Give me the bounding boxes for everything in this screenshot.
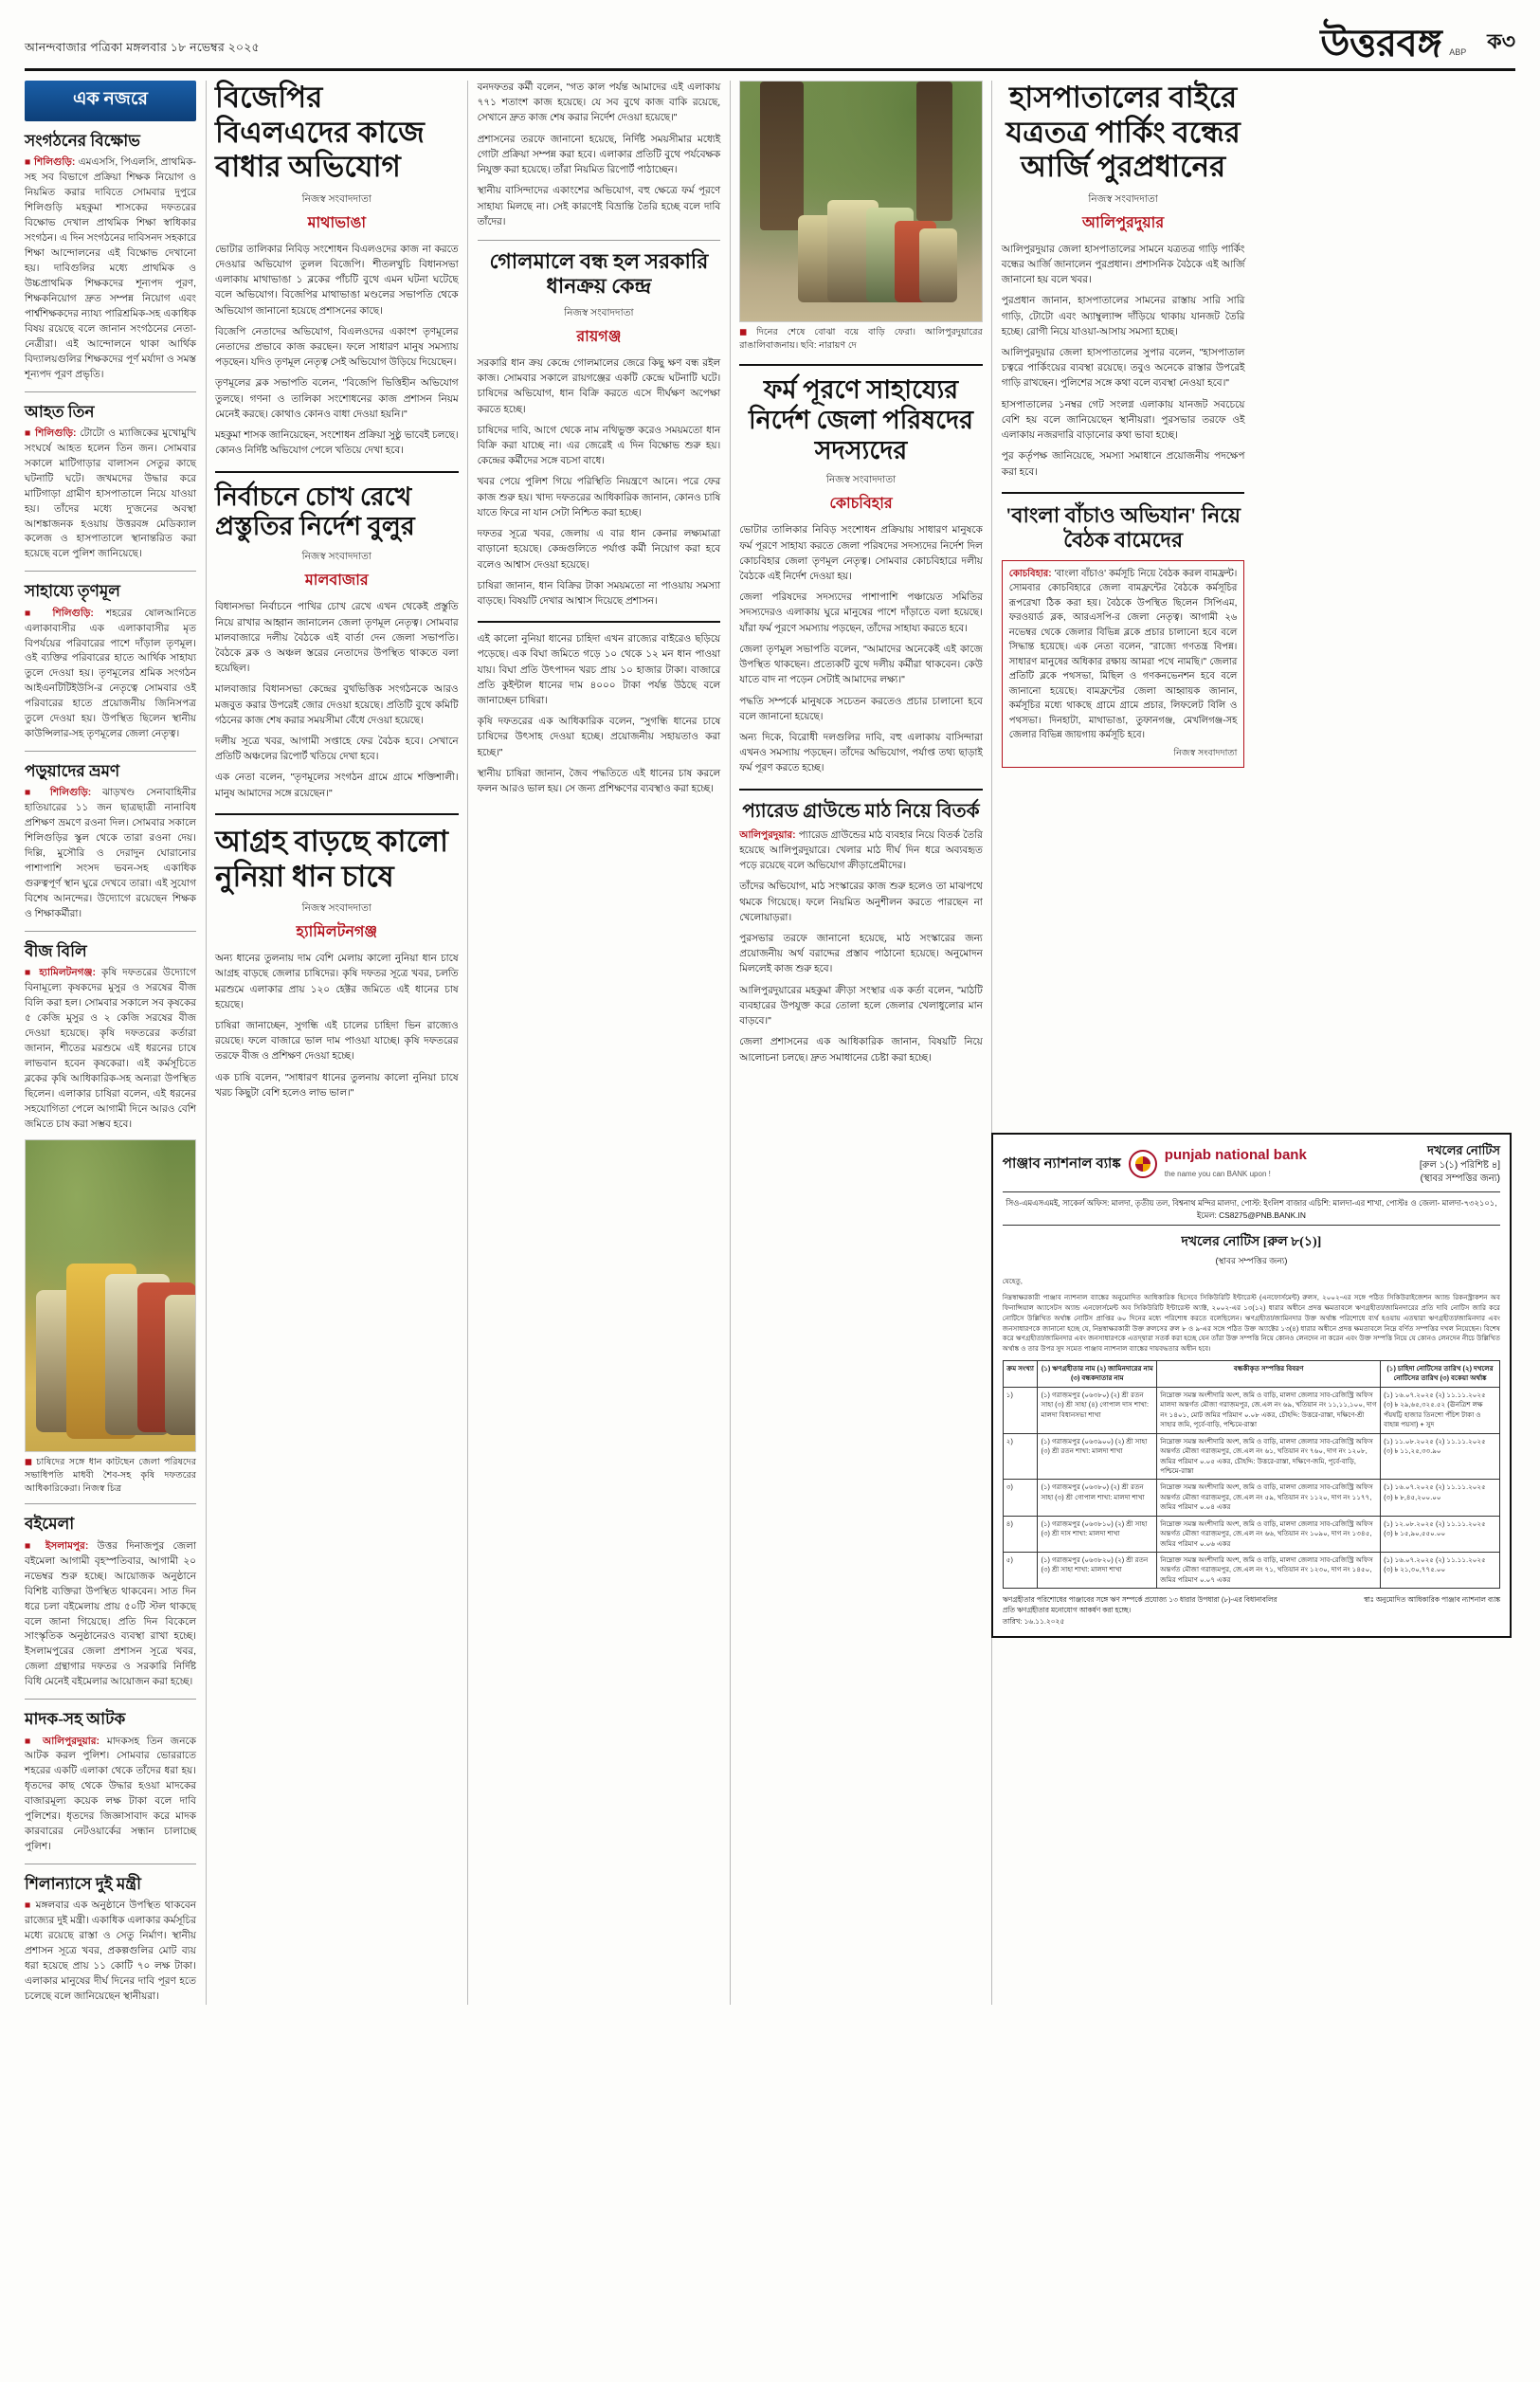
caption-marker: ◼ bbox=[739, 327, 748, 337]
table-body bbox=[1003, 1387, 1499, 1588]
th-names: (১) ঋণগ্রহীতার নাম (২) জামিনদারের নাম (৩) বন্ধকদাতার নাম bbox=[1038, 1361, 1157, 1388]
masthead bbox=[25, 22, 1515, 71]
sidebar-photo bbox=[25, 1139, 196, 1452]
sidebar-item-body: ■ হ্যামিলটনগঞ্জ: কৃষি দফতরের উদ্যোগে বিনামূল্যে কৃষকদের মুসুর ও সরষের বীজ বিলি করা হল। সোমবার সকালে সব কৃষকের ৫ কেজি মুসুর ও ২ কেজি সরষের বীজ দেওয়া হয়েছে। কৃষি দফতরের কর্তারা জানান, শীতের মরশুমে এই ধরনের চাষে লাভবান হবেন কৃষকেরা। এই কর্মসূচিতে ব্লকের কৃষি আধিকারিক-সহ অন্যরা উপস্থিত ছিলেন। এলাকার চাষিরা বলেন, এই ধরনের সহযোগিতা পেলে আগামী দিনে আরও বেশি জমিতে চাষ করা সম্ভব হবে। bbox=[25, 967, 197, 1130]
page-number: ক৩ bbox=[1487, 29, 1515, 53]
th-dates: (১) চাহিদা নোটিসের তারিখ (২) দখলের নোটিসের তারিখ (৩) বকেয়া অর্থাঙ্ক bbox=[1381, 1361, 1500, 1388]
photo-figure bbox=[919, 228, 957, 302]
pnb-logo bbox=[1003, 1147, 1307, 1181]
article-body-hospital: আলিপুরদুয়ার জেলা হাসপাতালের সামনে যত্রতত্র গাড়ি পার্কিং বন্ধের আর্জি জানালেন পুরপ্রধান। প্রশাসনিক বৈঠকে এই আর্জি জানানো হয় বলে খবর। পুরপ্রধান জানান, হাসপাতালের সামনের রাস্তায় সারি সারি গাড়ি, টোটো এবং অ্যাম্বুল্যান্স দাঁড়িয়ে থাকায় যানজট তৈরি হচ্ছে। রোগী নিয়ে যাওয়া-আসায় সমস্যা হচ্ছে। আলিপুরদুয়ার জেলা হাসপাতালের সুপার বলেন, "হাসপাতাল চত্বরে পার্কিংয়ের ব্যবস্থা রয়েছে। তবুও অনেকে রাস্তার উপরেই গাড়ি রাখছেন। পুলিশের সঙ্গে কথা বলে ব্যবস্থা নেওয়া হবে।" হাসপাতালের ১নম্বর গেট সংলগ্ন এলাকায় যানজট সবচেয়ে বেশি হয় বলে জানিয়েছেন স্থানীয়রা। পুরসভার তরফে ওই এলাকায় নজরদারি বাড়ানোর কথা ভাবা হচ্ছে। পুর কর্তৃপক্ষ জানিয়েছে, সমস্যা সমাধানে প্রয়োজনীয় পদক্ষেপ করা হবে। bbox=[1001, 244, 1245, 478]
sidebar-item-3 bbox=[25, 761, 196, 922]
byline: নিজস্ব সংবাদদাতা bbox=[825, 474, 897, 486]
advertisement-pnb bbox=[991, 1133, 1512, 1638]
sidebar-item-7 bbox=[25, 1874, 196, 2005]
sidebar-item-body: ■ শিলিগুড়ি: ঝাড়খণ্ড সেনাবাহিনীর হাতিয়ারের ১১ জন ছাত্রছাত্রী নানাবিধ প্রশিক্ষণ ভ্রমণে রওনা দিল। সোমবার সকালে শিলিগুড়ির স্কুল থেকে তারা রওনা দেয়। দিল্লি, মুসৌরি ও দেরাদুন ঘোরানোর পাশাপাশি সংসদ ভবন-সহ একাধিক গুরুত্বপূর্ণ স্থান ঘুরে দেখবে তারা। এই সুযোগ বিশেষ আনন্দের। উদ্যোগে রয়েছেন শিক্ষক ও শিক্ষাকর্মীরা। bbox=[25, 787, 197, 920]
sidebar-item-title: আহত তিন bbox=[25, 402, 95, 421]
divider bbox=[25, 931, 196, 932]
bullet-icon: ■ bbox=[25, 787, 40, 799]
cell-names: (১) গরাজ়মপুর (০৬৩৯০০) (২) শ্রী সাহা (৩) শ্রী রতন শাখা: মালদা শাখা bbox=[1038, 1433, 1157, 1480]
article-body-nirbachan: বিধানসভা নির্বাচনে পাখির চোখ রেখে এখন থেকেই প্রস্তুতি নিয়ে রাখার আহ্বান জানালেন জেলা তৃণমূল নেতৃত্ব। সোমবার মালবাজারে দলীয় বৈঠকে এই বার্তা দেন জেলা সভাপতি। বৈঠকে ব্লক ও অঞ্চল স্তরের নেতাদের উপস্থিত থাকতে বলা হয়েছিল। মালবাজার বিধানসভা কেন্দ্রের বুথভিত্তিক সংগঠনকে আরও মজবুত করার উপরেই জোর দেওয়া হয়েছে। প্রতিটি বুথে কমিটি গঠনের কাজ শেষ করার সময়সীমা বেঁধে দেওয়া হয়েছে। দলীয় সূত্রে খবর, আগামী সপ্তাহে ফের বৈঠক হবে। সেখানে প্রতিটি অঞ্চলের রিপোর্ট খতিয়ে দেখা হবে। এক নেতা বলেন, "তৃণমূলের সংগঠন গ্রামে গ্রামে শক্তিশালী। মানুষ আমাদের সঙ্গে রয়েছেন।" bbox=[215, 602, 459, 799]
headline-kalonunia: আগ্রহ বাড়ছে কালো নুনিয়া ধান চাষে bbox=[215, 824, 449, 893]
bullet-icon: ■ bbox=[25, 156, 31, 169]
divider bbox=[215, 471, 459, 473]
ad-footer bbox=[1003, 1594, 1500, 1626]
notice-sub2: (স্থাবর সম্পত্তির জন্য) bbox=[1420, 1173, 1500, 1185]
photo-figure bbox=[165, 1295, 196, 1435]
headline-bjp: বিজেপির বিএলএদের কাজে বাধার অভিযোগ bbox=[215, 81, 425, 184]
sidebar-item-6 bbox=[25, 1709, 196, 1855]
article-body-bjp-cont: বনদফতর কর্মী বলেন, "গত কাল পর্যন্ত আমাদের এই এলাকায় ৭৭১ শতাংশ কাজ হয়েছে। যে সব বুথে কাজ বাকি রয়েছে, সেখানে দ্রুত কাজ শেষ করার নির্দেশ দেওয়া হয়েছে।" প্রশাসনের তরফে জানানো হয়েছে, নির্দিষ্ট সময়সীমার মধ্যেই গোটা প্রক্রিয়া সম্পন্ন করা হবে। এলাকার প্রতিটি বুথে পর্যবেক্ষক নিযুক্ত করা হয়েছে। তাঁরা নিয়মিত রিপোর্ট পাঠাচ্ছেন। স্থানীয় বাসিন্দাদের একাংশের অভিযোগ, বহু ক্ষেত্রে ফর্ম পূরণে সাহায্য মিলছে না। সেই কারণেই বিভ্রান্তি তৈরি হচ্ছে বলে দাবি তাঁদের। bbox=[477, 82, 721, 227]
sidebar-item-body: ■ আলিপুরদুয়ার: মাদকসহ তিন জনকে আটক করল পুলিশ। সোমবার ভোররাতে শহরের একটি এলাকা থেকে তাঁদের ধরা হয়। ধৃতদের কাছ থেকে উদ্ধার হওয়া মাদকের বাজারমূল্য কয়েক লক্ষ টাকা বলে দাবি পুলিশের। ধৃতদের জিজ্ঞাসাবাদ করে মাদক কারবারের নেটওয়ার্কের সন্ধান চালাচ্ছে পুলিশ। bbox=[25, 1735, 197, 1853]
ad-paragraph: নিম্নস্বাক্ষরকারী পাঞ্জাব ন্যাশনাল ব্যাঙ্কের অনুমোদিত আধিকারিক হিসেবে সিকিউরিটি ইন্টারেস্ট (এনফোর্সমেন্ট) রুলস, ২০০২-এর সঙ্গে পঠিত সিকিউরাইজেশন অ্যান্ড রিকনস্ট্রাকশন অব ফিনান্সিয়াল অ্যাসেটস অ্যান্ড এনফোর্সমেন্ট অব সিকিউরিটি ইন্টারেস্ট অ্যাক্ট, ২০০২-এর ১৩(১২) ধারার অধীনে প্রদত্ত ক্ষমতাবলে ঋণগ্রহীতা/জামিনদারের প্রতি দাবি নোটিস জারি করে নোটিসে উল্লিখিত অর্থাঙ্ক নোটিস প্রাপ্তির ৬০ দিনের মধ্যে পরিশোধ করতে বলেছিলেন। ঋণগ্রহীতা/জামিনদার উক্ত অর্থাঙ্ক পরিশোধে ব্যর্থ হওয়ায় এতদ্বারা ঋণগ্রহীতা/জামিনদার এবং জনসাধারণকে জানানো হচ্ছে যে, নিম্নস্বাক্ষরকারী উক্ত রুলসের রুল ৮ ও ৯-এর সঙ্গে পঠিত উক্ত অ্যাক্টের ১৩(৪) ধারার অধীনে প্রদত্ত ক্ষমতাবলে নিম্নে বর্ণিত সম্পত্তির দখল নিয়েছেন। বিশেষ করে ঋণগ্রহীতা/জামিনদার এবং জনসাধারণকে এতদ্দ্বারা সতর্ক করা হচ্ছে যেন তাঁরা উক্ত সম্পত্তি নিয়ে কোনও লেনদেন না করেন এবং উক্ত সম্পত্তি নিয়ে যে কোনও লেনদেন নীচে উল্লিখিত অর্থাঙ্ক ও তার উপর সুদ সমেত পাঞ্জাব ন্যাশনাল ব্যাঙ্কের দায়বদ্ধতার অধীন হবে। bbox=[1002, 1293, 1500, 1354]
table-row bbox=[1003, 1516, 1499, 1552]
article-body-kalonunia-cont: এই কালো নুনিয়া ধানের চাহিদা এখন রাজ্যের বাইরেও ছড়িয়ে পড়েছে। এক বিঘা জমিতে গড়ে ১০ থেকে ১২ মন ধান পাওয়া যায়। বিঘা প্রতি উৎপাদন খরচ প্রায় ১০ হাজার টাকা। বাজারে প্রতি কুইন্টাল ধানের দাম ৪০০০ টাকা পর্যন্ত উঠছে বলে জানাচ্ছেন চাষিরা। কৃষি দফতরের এক আধিকারিক বলেন, "সুগন্ধি ধানের চাষে চাষিদের উৎসাহ দেওয়া হচ্ছে। প্রয়োজনীয় সহায়তাও করা হচ্ছে।" স্থানীয় চাষিরা জানান, জৈব পদ্ধতিতে এই ধানের চাষ করলে ফলন আরও ভাল হয়। সে জন্য প্রশিক্ষণের ব্যবস্থাও করা হচ্ছে। bbox=[477, 634, 721, 795]
cell-sl: ৩) bbox=[1003, 1480, 1038, 1516]
table-row bbox=[1003, 1480, 1499, 1516]
divider bbox=[25, 751, 196, 752]
sidebar-item-title: সাহায্যে তৃণমূল bbox=[25, 582, 120, 601]
divider bbox=[1002, 492, 1245, 494]
cell-property: নিম্নোক্ত সমস্ত অংশীদারি অংশ, জমি ও বাড়ি, মালদা জেলার সাব-রেজিস্ট্রি অফিস মালদা অন্তর্গত মৌজা গরাজ়মপুর, জে.এল নং ৬৯, খতিয়ান নং ১১,১১,১০০, দাগ নং ১৪০১, মোট জমির পরিমাণ ০.০৮ একর, চৌহদ্দি: উত্তরে-রাস্তা, দক্ষিণে-শ্রী সাহার জমি, পূর্বে-বাড়ি, পশ্চিমে-রাস্তা bbox=[1157, 1387, 1381, 1433]
sidebar-item-title: সংগঠনের বিক্ষোভ bbox=[25, 132, 140, 150]
bank-name-en: punjab national bank bbox=[1164, 1147, 1307, 1164]
byline: নিজস্ব সংবাদদাতা bbox=[301, 192, 371, 205]
bangla-redbox: কোচবিহার: 'বাংলা বাঁচাও' কর্মসূচি নিয়ে বৈঠক করল বামফ্রন্ট। সোমবার কোচবিহারে জেলা বামফ্রন্টের বৈঠকে কর্মসূচির রূপরেখা ঠিক করা হয়। বৈঠকে উপস্থিত ছিলেন সিপিএম, ফরওয়ার্ড ব্লক, আরএসপি-র জেলা নেতৃত্ব। আগামী ২৬ নভেম্বর থেকে জেলার বিভিন্ন ব্লকে প্রচার চালানো হবে বলে সিদ্ধান্ত হয়েছে। এক নেতা বলেন, "রাজ্যে গণতন্ত্র বিপন্ন। সাধারণ মানুষের অধিকার রক্ষায় আমরা পথে নামছি।" জেলার প্রতিটি ব্লকে পথসভা, মিছিল ও গণকনভেনশন হবে বলে জানানো হয়েছে। বামফ্রন্টের জেলা আহ্বায়ক জানান, কর্মসূচির মধ্যে থাকছে গ্রামে গ্রামে প্রচার, লিফলেট বিলি ও পথসভা। দিনহাটা, মাথাভাঙা, তুফানগঞ্জ, মেখলিগঞ্জ-সহ জেলার বিভিন্ন জায়গায় কর্মসূচি হবে। নিজস্ব সংবাদদাতা bbox=[1002, 560, 1245, 768]
headline-parade: প্যারেড গ্রাউন্ডে মাঠ নিয়ে বিতর্ক bbox=[742, 800, 980, 822]
ad-footer-note: ঋণগ্রহীতার পরিশোধের পাঞ্জাবের সঙ্গে ঋণ সম্পর্কে প্রযোজ্য ১৩ ধারার উপধারা (৮)-এর বিধানাবলির প্রতি ঋণগ্রহীতার মনোযোগ আকর্ষণ করা হচ্ছে। bbox=[1002, 1595, 1277, 1615]
bank-name-en-wrap bbox=[1165, 1147, 1307, 1181]
bangla-dateline: কোচবিহার: bbox=[1008, 568, 1052, 579]
divider bbox=[739, 789, 983, 791]
masthead-date: আনন্দবাজার পত্রিকা মঙ্গলবার ১৮ নভেম্বর ২০২৫ bbox=[25, 41, 260, 54]
column-2 bbox=[207, 81, 467, 2005]
divider bbox=[478, 240, 721, 241]
bullet-icon: ■ bbox=[25, 607, 41, 619]
bank-tagline: the name you can BANK upon ! bbox=[1164, 1170, 1271, 1179]
page-grid bbox=[25, 81, 1515, 2005]
table-header-row bbox=[1003, 1361, 1499, 1388]
column-5 bbox=[993, 81, 1254, 2005]
table-row bbox=[1003, 1433, 1499, 1480]
byline: নিজস্ব সংবাদদাতা bbox=[301, 551, 371, 563]
article-body-parade: আলিপুরদুয়ার: প্যারেড গ্রাউন্ডের মাঠ ব্যবহার নিয়ে বিতর্ক তৈরি হয়েছে আলিপুরদুয়ারে। খেলার মাঠ দীর্ঘ দিন ধরে অব্যবহৃত পড়ে রয়েছে বলে অভিযোগ ক্রীড়াপ্রেমীদের। তাঁদের অভিযোগ, মাঠ সংস্কারের কাজ শুরু হলেও তা মাঝপথে থমকে গিয়েছে। ফলে নিয়মিত অনুশীলন করতে পারছেন না খেলোয়াড়রা। পুরসভার তরফে জানানো হয়েছে, মাঠ সংস্কারের জন্য প্রয়োজনীয় অর্থ বরাদ্দের প্রস্তাব পাঠানো হয়েছে। অনুমোদন মিললেই কাজ শুরু হবে। আলিপুরদুয়ারের মহকুমা ক্রীড়া সংস্থার এক কর্তা বলেন, "মাঠটি ব্যবহারের উপযুক্ত করে তোলা হলে জেলার খেলাধুলোর মান বাড়বে।" জেলা প্রশাসনের এক আধিকারিক জানান, বিষয়টি নিয়ে আলোচনা চলছে। দ্রুত সমাধানের চেষ্টা করা হচ্ছে। bbox=[739, 829, 983, 1064]
dateline: হ্যামিলটনগঞ্জ bbox=[296, 924, 378, 941]
paper-sub: ABP bbox=[1449, 47, 1467, 57]
byline: নিজস্ব সংবাদদাতা bbox=[301, 902, 371, 915]
divider bbox=[478, 621, 721, 623]
cell-sl: ১) bbox=[1003, 1387, 1038, 1433]
cell-dates: (১) ১১.০৮.২০২৫ (২) ১১.১১.২০২৫ (৩) ৳ ১১,২৫,৩৩.৯০ bbox=[1381, 1433, 1500, 1480]
column-3 bbox=[469, 81, 730, 2005]
sidebar-item-title: মাদক-সহ আটক bbox=[25, 1710, 126, 1729]
cell-sl: ৪) bbox=[1003, 1516, 1038, 1552]
table-row bbox=[1003, 1387, 1499, 1433]
cell-property: নিম্নোক্ত সমস্ত অংশীদারি অংশ, জমি ও বাড়ি, মালদা জেলার সাব-রেজিস্ট্রি অফিস অন্তর্গত মৌজা গরাজ়মপুর, জে.এল নং ৫৯, খতিয়ান নং ১১২০, দাগ নং ১১৭৭, জমির পরিমাণ ০.০৪ একর bbox=[1157, 1480, 1381, 1516]
bangla-endmark: নিজস্ব সংবাদদাতা bbox=[1173, 747, 1238, 758]
bank-name-bn: পাঞ্জাব ন্যাশনাল ব্যাঙ্ক bbox=[1002, 1155, 1121, 1172]
bullet-icon: ■ bbox=[25, 1539, 37, 1552]
masthead-brand bbox=[1320, 22, 1515, 64]
column-4 bbox=[731, 81, 991, 2005]
sidebar-header: এক নজরে bbox=[25, 81, 196, 121]
sidebar-item-title: বীজ বিলি bbox=[25, 942, 87, 961]
cell-names: (১) গরাজ়মপুর (০৬৩৮২০) (২) শ্রী রতন (৩) শ্রী সাহা শাখা: মালদা শাখা bbox=[1038, 1553, 1157, 1589]
ad-footer-date: তারিখ: ১৬.১১.২০২৫ bbox=[1002, 1616, 1065, 1626]
sidebar-item-1 bbox=[25, 402, 196, 563]
divider bbox=[215, 813, 459, 815]
cell-sl: ৫) bbox=[1003, 1553, 1038, 1589]
top-photo bbox=[739, 81, 983, 322]
dateline: আলিপুরদুয়ার bbox=[1082, 214, 1165, 231]
byline: নিজস্ব সংবাদদাতা bbox=[1088, 192, 1158, 205]
dateline: মাথাভাঙা bbox=[307, 214, 367, 231]
cell-property: নিম্নোক্ত সমস্ত অংশীদারি অংশ, জমি ও বাড়ি, মালদা জেলার সাব-রেজিস্ট্রি অফিস অন্তর্গত মৌজা গরাজ়মপুর, জে.এল নং ৭১, খতিয়ান নং ১২৩০, দাগ নং ১৪৫০, জমির পরিমাণ ০.০৭ একর bbox=[1157, 1553, 1381, 1589]
article-body-form: ভোটার তালিকার নিবিড় সংশোধন প্রক্রিয়ায় সাধারণ মানুষকে ফর্ম পূরণে সাহায্য করতে জেলা পরিষদের সদস্যদের নির্দেশ দিল কোচবিহার জেলা তৃণমূল নেতৃত্ব। সোমবার কোচবিহারে দলীয় বৈঠকে এই নির্দেশ দেওয়া হয়। জেলা পরিষদের সদস্যদের পাশাপাশি পঞ্চায়েত সমিতির সদস্যদেরও এলাকায় ঘুরে মানুষের পাশে দাঁড়াতে বলা হয়েছে। যাঁরা ফর্ম পূরণে সমস্যায় পড়ছেন, তাঁদের সাহায্য করতে হবে। জেলা তৃণমূল সভাপতি বলেন, "আমাদের অনেকেই এই কাজে উপস্থিত থাকছেন। প্রত্যেকটি বুথে দলীয় কর্মীরা থাকবেন। কেউ যাতে বাদ না পড়েন সেটাই আমাদের লক্ষ্য।" পদ্ধতি সম্পর্কে মানুষকে সচেতন করতেও প্রচার চালানো হবে বলে জানানো হয়েছে। অন্য দিকে, বিরোধী দলগুলির দাবি, বহু এলাকায় বাসিন্দারা এখনও সমস্যায় পড়ছেন। তাঁদের অভিযোগ, পর্যাপ্ত তথ্য ছাড়াই ফর্ম পূরণ করতে হচ্ছে। bbox=[739, 525, 983, 774]
dateline: রায়গঞ্জ bbox=[576, 328, 622, 345]
bullet-icon: ■ bbox=[25, 967, 34, 979]
parade-dateline: আলিপুরদুয়ার: bbox=[739, 829, 796, 841]
sidebar-photo-caption: ◼ চাষিদের সঙ্গে ধান কাটছেন জেলা পরিষদের সভাধিপতি মাধবী শৈব-সহ কৃষি দফতরের আধিকারিকেরা। নিজস্ব চিত্র bbox=[25, 1456, 196, 1494]
bullet-icon: ■ bbox=[25, 1900, 32, 1912]
sidebar-item-2 bbox=[25, 581, 196, 742]
cell-names: (১) গরাজ়মপুর (০৬৩৮০) (২) শ্রী রতন সাহা (৩) শ্রী সাহা (৪) গোপাল দাস শাখা: মালদা বিধানসভা শাখা bbox=[1038, 1387, 1157, 1433]
ad-property-table bbox=[1003, 1360, 1500, 1589]
article-body-kalonunia: অন্য ধানের তুলনায় দাম বেশি মেলায় কালো নুনিয়া ধান চাষে আগ্রহ বাড়ছে জেলার চাষিদের। কৃষি দফতর সূত্রে খবর, চলতি মরশুমে এলাকার প্রায় ১২০ হেক্টর জমিতে এই ধানের চাষ হয়েছে। চাষিরা জানাচ্ছেন, সুগন্ধি এই চালের চাহিদা ভিন রাজ্যেও রয়েছে। ফলে বাজারে ভাল দাম পাওয়া যাচ্ছে। কৃষি দফতরের তরফে বীজ ও প্রশিক্ষণ দেওয়া হচ্ছে। এক চাষি বলেন, "সাধারণ ধানের তুলনায় কালো নুনিয়া চাষে খরচ কিছুটা বেশি হলেও লাভ ভাল।" bbox=[215, 954, 459, 1099]
cell-dates: (১) ১৬.০৭.২০২৫ (২) ১১.১১.২০২৫ (৩) ৳ ২১,৩০,৭৭৫.০০ bbox=[1381, 1553, 1500, 1589]
table-head bbox=[1003, 1361, 1499, 1388]
ad-title: দখলের নোটিস [রুল ৮(১)] bbox=[1181, 1235, 1322, 1250]
ad-address: সিও-এমএসএমই, সাকের্ল অফিস: মালদা, তৃতীয় তল, বিশ্বনাথ মন্দির মালদা, পোস্ট: ইংলিশ বাজার এচিশি: মালদা-এর শাখা, পোস্টঃ ও জেলা- মালদা-৭৩২১০১, ইমেল: CS8275@PNB.BANK.IN bbox=[1003, 1192, 1500, 1226]
cell-dates: (১) ১৬.০৭.২০২৫ (২) ১১.১১.২০২৫ (৩) ৳ ৮,৪৫,২০০.০০ bbox=[1381, 1480, 1500, 1516]
divider bbox=[739, 364, 983, 366]
ad-footer-right: স্বাঃ অনুমোদিত আধিকারিক পাঞ্জাব ন্যাশনাল ব্যাঙ্ক bbox=[1364, 1595, 1500, 1605]
notice-sub1: [রুল ১(১) পরিশিষ্ট ৪] bbox=[1419, 1160, 1500, 1172]
sidebar-item-5 bbox=[25, 1514, 196, 1690]
byline: নিজস্ব সংবাদদাতা bbox=[564, 306, 634, 318]
headline-hospital: হাসপাতালের বাইরে যত্রতত্র পার্কিং বন্ধের আর্জি পুরপ্রধানের bbox=[1006, 81, 1241, 184]
divider bbox=[25, 391, 196, 392]
sidebar-item-title: পড়ুয়াদের ভ্রমণ bbox=[25, 762, 120, 781]
sidebar-item-body: ■ ইসলামপুর: উত্তর দিনাজপুর জেলা বইমেলা আগামী বৃহস্পতিবার, আগামী ২০ নভেম্বর শুরু হচ্ছে। আয়োজক অনুষ্ঠানে বিশিষ্ট ব্যক্তিরা উপস্থিত থাকবেন। সাত দিন ধরে চলা বইমেলায় প্রায় ৫০টি স্টল থাকছে বলে জানা গিয়েছে। প্রতি দিন বিকেলে সাংস্কৃতিক অনুষ্ঠানেরও ব্যবস্থা রাখা হচ্ছে। ইসলামপুরের জেলা প্রশাসন সূত্রে খবর, জেলা গ্রন্থাগার দফতর ও সরকারি নির্দিষ্ট বিধি মেনেই বইমেলার আয়োজন করা হচ্ছে। bbox=[25, 1539, 197, 1688]
article-body-dhan: সরকারি ধান ক্রয় কেন্দ্রে গোলমালের জেরে কিছু ক্ষণ বন্ধ রইল কাজ। সোমবার সকালে রায়গঞ্জের একটি কেন্দ্রে ঘটনাটি ঘটে। চাষিদের অভিযোগ, ধান বিক্রি করতে এসে দীর্ঘক্ষণ অপেক্ষা করতে হচ্ছে। চাষিদের দাবি, আগে থেকে নাম নথিভুক্ত করেও সময়মতো ধান বিক্রি করা যাচ্ছে না। এর জেরেই এ দিন বিক্ষোভ শুরু হয়। কেন্দ্রের কর্মীদের সঙ্গে বচসা বাধে। খবর পেয়ে পুলিশ গিয়ে পরিস্থিতি নিয়ন্ত্রণে আনে। পরে ফের কাজ শুরু হয়। খাদ্য দফতরের আধিকারিক জানান, কোনও চাষি যাতে ফিরে না যান সেটা নিশ্চিত করা হচ্ছে। দফতর সূত্রে খবর, জেলায় এ বার ধান কেনার লক্ষ্যমাত্রা বাড়ানো হয়েছে। কেন্দ্রগুলিতে পর্যাপ্ত কর্মী নিয়োগ করা হবে বলেও আশ্বাস দেওয়া হয়েছে। চাষিরা জানান, ধান বিক্রির টাকা সময়মতো না পাওয়ায় সমস্যা বাড়ছে। বিষয়টি দেখার আশ্বাস দিয়েছে প্রশাসন। bbox=[477, 357, 721, 607]
sidebar-item-title: বইমেলা bbox=[25, 1515, 75, 1534]
paper-name: উত্তরবঙ্গ bbox=[1320, 22, 1442, 64]
cell-property: নিম্নোক্ত সমস্ত অংশীদারি অংশ, জমি ও বাড়ি, মালদা জেলার সাব-রেজিস্ট্রি অফিস অন্তর্গত মৌজা গরাজ়মপুর, জে.এল নং ৬৬, খতিয়ান নং ১০৯০, দাগ নং ১৩৪৫, জমির পরিমাণ ০.০৬ একর bbox=[1157, 1516, 1381, 1552]
cell-names: (১) গরাজ়মপুর (০৬৩৮০) (২) শ্রী রতন সাহা (৩) শ্রী গোপাল শাখা: মালদা শাখা bbox=[1038, 1480, 1157, 1516]
divider bbox=[25, 571, 196, 572]
cell-property: নিম্নোক্ত সমস্ত অংশীদারি অংশ, জমি ও বাড়ি, মালদা জেলার সাব-রেজিস্ট্রি অফিস অন্তর্গত মৌজা গরাজ়মপুর, জে.এল নং ৬১, খতিয়ান নং ৭৬০, দাগ নং ১২০৮, জমির পরিমাণ ০.০৫ একর, চৌহদ্দি: উত্তরে-রাস্তা, দক্ষিণে-জমি, পূর্বে-বাড়ি, পশ্চিমে-রাস্তা bbox=[1157, 1433, 1381, 1480]
sidebar-item-0 bbox=[25, 131, 196, 383]
dateline: মালবাজার bbox=[304, 573, 369, 590]
headline-dhan: গোলমালে বন্ধ হল সরকারি ধানক্রয় কেন্দ্র bbox=[489, 248, 709, 298]
divider bbox=[25, 1699, 196, 1700]
top-photo-caption: ◼ দিনের শেষে বোঝা বয়ে বাড়ি ফেরা। আলিপুরদুয়ারের রাঙালিবাজনায়। ছবি: নারায়ণ দে bbox=[739, 327, 983, 351]
bullet-icon: ■ bbox=[25, 427, 32, 439]
th-property: বন্ধকীকৃত সম্পত্তির বিবরণ bbox=[1157, 1361, 1381, 1388]
sidebar-item-body: ■ শিলিগুড়ি: এমএসসি, পিএলসি, প্রাথমিক-সহ সব বিভাগে প্রক্রিয়া শিক্ষক নিয়োগ ও নিয়মিত করার দাবিতে সোমবার দুপুরে শিলিগুড়ি মহকুমা শাসকের দফতরের বিক্ষোভ দেখাল প্রাথমিক শিক্ষা স্বাধিকার সংগঠন। এ দিন সংগঠনের দাবিসনদ সহকারে শিক্ষা আন্দোলনের এই বিক্ষোভ দেখানো হয়। দাবিগুলির মধ্যে প্রাথমিক ও উচ্চপ্রাথমিক শিক্ষকদের শূন্যপদ পূরণ, শিক্ষকনিয়োগ দ্রুত সম্পন্ন নিয়োগ এবং পার্শ্বশিক্ষকদের ন্যায্য পারিশ্রমিক-সহ একাধিক বিষয় রয়েছে বলে জানান সংগঠনের নেতা-নেত্রীরা। এই আন্দোলনে থাকা আর্থিক বিদ্যালয়গুলির শিক্ষকদের পূর্ণ মর্যাদা ও সমস্ত শূন্যপদ পূরণ প্রভৃতি। bbox=[25, 156, 197, 380]
cell-dates: (১) ১৬.০৭.২০২৫ (২) ১১.১১.২০২৫ (৩) ৳ ২৯,৬৫,৩২৫.৫২ (ঊনত্রিশ লক্ষ পঁয়ষট্টি হাজার তিনশো পঁচিশ টাকা ও বাহান্ন পয়সা) + সুদ bbox=[1381, 1387, 1500, 1433]
headline-nirbachan: নির্বাচনে চোখ রেখে প্রস্তুতির নির্দেশ বুলুর bbox=[215, 482, 415, 541]
sidebar-item-body: ■ শিলিগুড়ি: টোটো ও ম্যাজিকের মুখোমুখি সংঘর্ষে আহত হলেন তিন জন। সোমবার সকালে মাটিগাড়ার বালাসন সেতুর কাছে ঘটনাটি ঘটে। জখমদের উদ্ধার করে মাটিগাড়া গ্রামীণ হাসপাতালে নিয়ে যাওয়া হয়। তাঁদের মধ্যে দু'জনের অবস্থা আশঙ্কাজনক হওয়ায় উত্তরবঙ্গ মেডিক্যাল কলেজ ও হাসপাতালে স্থানান্তরিত করা হয়েছে বলে পুলিশ জানিয়েছে। bbox=[25, 427, 197, 560]
sidebar-item-body: ■ শিলিগুড়ি: শহরের ষোলআনিতে এলাকাবাসীর এক এলাকাবাসীর মৃত বিপর্যয়ের পরিবারের পাশে দাঁড়াল তৃণমূল। ওই ব্যক্তির পরিবারের হাতে আর্থিক সাহায্য তুলে দেওয়া হয়। তৃণমূলের শ্রমিক সংগঠন আইএনটিটিইউসি-র নেতৃত্বে সোমবার ওই পরিবারের হাতে প্রয়োজনীয় জিনিসপত্র তুলে দেওয়া হয়। উপস্থিত ছিলেন স্থানীয় কাউন্সিলার-সহ তৃণমূলের জেলা নেতৃত্ব। bbox=[25, 607, 196, 740]
cell-dates: (১) ১২.০৮.২০২৫ (২) ১১.১১.২০২৫ (৩) ৳ ১৫,৯০,৫৫০.০০ bbox=[1381, 1516, 1500, 1552]
sidebar-item-body: ■ মঙ্গলবার এক অনুষ্ঠানে উপস্থিত থাকবেন রাজ্যের দুই মন্ত্রী। একাধিক এলাকার কর্মসূচির মধ্যে রয়েছে রাস্তা ও সেতু নির্মাণ। স্থানীয় প্রশাসন সূত্রে খবর, প্রকল্পগুলির মোট ব্যয় ধরা হয়েছে প্রায় ১১ কোটি ৭০ লক্ষ টাকা। এলাকার মানুষের দীর্ঘ দিনের দাবি পূরণ হতে চলেছে বলে জানিয়েছেন স্থানীয়রা। bbox=[25, 1900, 196, 2003]
table-row bbox=[1003, 1553, 1499, 1589]
notice-head: দখলের নোটিস bbox=[1427, 1143, 1500, 1158]
ad-header bbox=[1003, 1142, 1500, 1192]
sidebar-item-title: শিলান্যাসে দুই মন্ত্রী bbox=[25, 1875, 141, 1894]
headline-form: ফর্ম পূরণে সাহায্যের নির্দেশ জেলা পরিষদের সদস্যদের bbox=[748, 374, 974, 464]
th-sl: ক্রম সংখ্যা bbox=[1003, 1361, 1038, 1388]
article-body-bjp: ভোটার তালিকার নিবিড় সংশোধন বিএলওদের কাজ না করতে দেওয়ার অভিযোগ তুলল বিজেপি। শীতলখুচি বিধানসভা এলাকায় মাথাভাঙা ১ ব্লকের পাঁচটি বুথে এমন ঘটনা ঘটেছে বলে অভিযোগ। বিজেপির মাথাভাঙা মণ্ডলের সভাপতি থেকে অভিযোগ জানানো হয়েছে প্রশাসনের কাছে। বিজেপি নেতাদের অভিযোগ, বিএলওদের একাংশ তৃণমূলের নেতাদের প্রভাবে কাজ করছেন। ফলে সাধারণ মানুষ সমস্যায় পড়ছেন। যদিও তৃণমূল নেতৃত্ব সেই অভিযোগ উড়িয়ে দিয়েছেন। তৃণমূলের ব্লক সভাপতি বলেন, "বিজেপি ভিত্তিহীন অভিযোগ তুলছে। গণনা ও তালিকা সংশোধনের কাজ প্রশাসন নিয়ম মেনেই করছে। কোথাও কোনও বাধা দেওয়া হয়নি।" মহকুমা শাসক জানিয়েছেন, সংশোধন প্রক্রিয়া সুষ্ঠু ভাবেই চলছে। কোনও নির্দিষ্ট অভিযোগ পেলে খতিয়ে দেখা হবে। bbox=[215, 244, 459, 457]
ad-notice-head bbox=[1420, 1142, 1500, 1186]
headline-bangla: 'বাংলা বাঁচাও অভিযান' নিয়ে বৈঠক বামেদের bbox=[1006, 502, 1241, 552]
cell-names: (১) গরাজ়মপুর (০৬৩৮১০) (২) শ্রী সাহা (৩) শ্রী দাস শাখা: মালদা শাখা bbox=[1038, 1516, 1157, 1552]
divider bbox=[25, 1503, 196, 1504]
pnb-logo-icon bbox=[1129, 1150, 1157, 1178]
dateline: কোচবিহার bbox=[829, 496, 893, 513]
ad-title-sub: (স্থাবর সম্পত্তির জন্য) bbox=[1215, 1256, 1288, 1266]
sidebar-column bbox=[25, 81, 205, 2005]
ad-salutation: যেহেতু, bbox=[1002, 1277, 1023, 1286]
ad-footer-left bbox=[1003, 1594, 1292, 1626]
caption-marker: ◼ bbox=[25, 1456, 32, 1467]
bullet-icon: ■ bbox=[25, 1735, 36, 1747]
cell-sl: ২) bbox=[1003, 1433, 1038, 1480]
sidebar-item-4 bbox=[25, 941, 196, 1495]
